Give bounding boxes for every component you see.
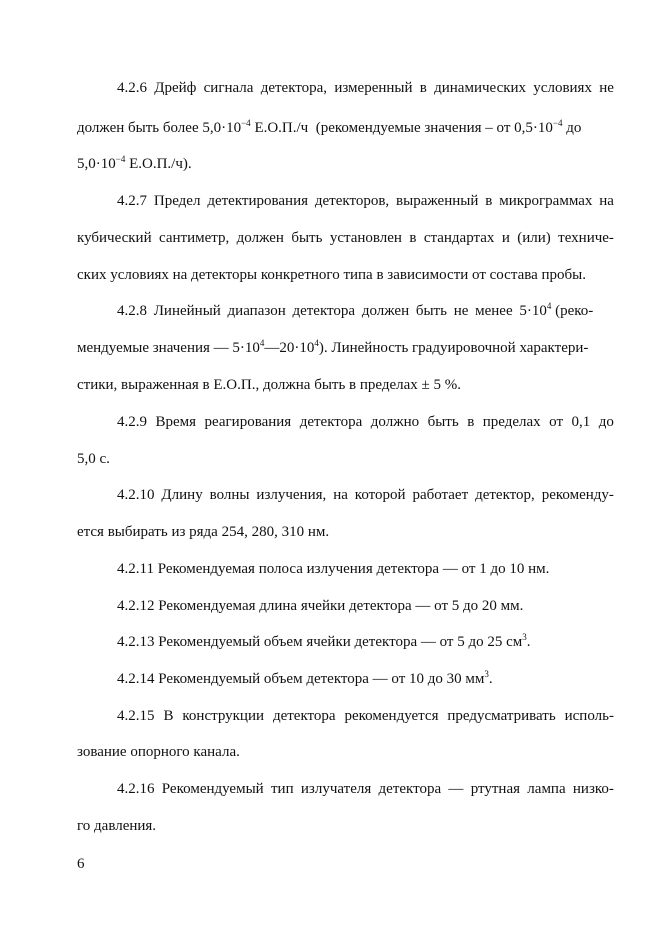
paragraph-4-2-7-line-1: 4.2.7 Предел детектирования детекторов, выраженный в микрограммах на bbox=[117, 193, 614, 209]
paragraph-4-2-10-line-2: ется выбирать из ряда 254, 280, 310 нм. bbox=[77, 524, 330, 540]
paragraph-4-2-7-line-2: кубический сантиметр, должен быть установлен в стандартах и (или) техниче- bbox=[77, 230, 614, 246]
paragraph-4-2-9-line-1: 4.2.9 Время реагирования детектора должно быть в пределах от 0,1 до bbox=[117, 414, 614, 430]
paragraph-4-2-6-line-3: $5,0\cdot 10^{-4}$ Е.О.П./ч). bbox=[77, 154, 192, 172]
paragraph-4-2-15-line-2: зование опорного канала. bbox=[77, 744, 240, 760]
paragraph-4-2-11: 4.2.11 Рекомендуемая полоса излучения детектора — от 1 до 10 нм. bbox=[117, 561, 550, 577]
paragraph-4-2-16-line-1: 4.2.16 Рекомендуемый тип излучателя детектора — ртутная лампа низко- bbox=[117, 781, 614, 797]
paragraph-4-2-8-line-3: стики, выраженная в Е.О.П., должна быть в пределах ± 5 %. bbox=[77, 377, 462, 393]
paragraph-4-2-6-line-2: должен быть более $5,0\cdot 10^{-4}$ Е.О.П./ч (рекомендуемые значения – от $0,5\cdot 10^{-4}$ до bbox=[77, 118, 582, 136]
paragraph-4-2-15-line-1: 4.2.15 В конструкции детектора рекомендуется предусматривать исполь- bbox=[117, 708, 614, 724]
paragraph-4-2-14: 4.2.14 Рекомендуемый объем детектора — от 10 до 30 $мм^3$. bbox=[117, 669, 493, 687]
paragraph-4-2-8-line-2: мендуемые значения — $5\cdot 10^4—20\cdot 10^4$). Линейность градуировочной характери- bbox=[77, 338, 589, 356]
paragraph-4-2-12: 4.2.12 Рекомендуемая длина ячейки детектора — от 5 до 20 мм. bbox=[117, 598, 524, 614]
page-number: 6 bbox=[77, 856, 85, 872]
paragraph-4-2-9-line-2: 5,0 с. bbox=[77, 451, 110, 467]
paragraph-4-2-7-line-3: ских условиях на детекторы конкретного типа в зависимости от состава пробы. bbox=[77, 267, 587, 283]
paragraph-4-2-16-line-2: го давления. bbox=[77, 818, 157, 834]
paragraph-4-2-10-line-1: 4.2.10 Длину волны излучения, на которой работает детектор, рекоменду- bbox=[117, 487, 614, 503]
paragraph-4-2-8-line-1: 4.2.8 Линейный диапазон детектора должен быть не менее $5\cdot 10^4$ (реко- bbox=[117, 301, 594, 319]
paragraph-4-2-6-line-1: 4.2.6 Дрейф сигнала детектора, измеренный в динамических условиях не bbox=[117, 80, 614, 96]
paragraph-4-2-13: 4.2.13 Рекомендуемый объем ячейки детектора — от 5 до 25 $см^3$. bbox=[117, 632, 531, 650]
